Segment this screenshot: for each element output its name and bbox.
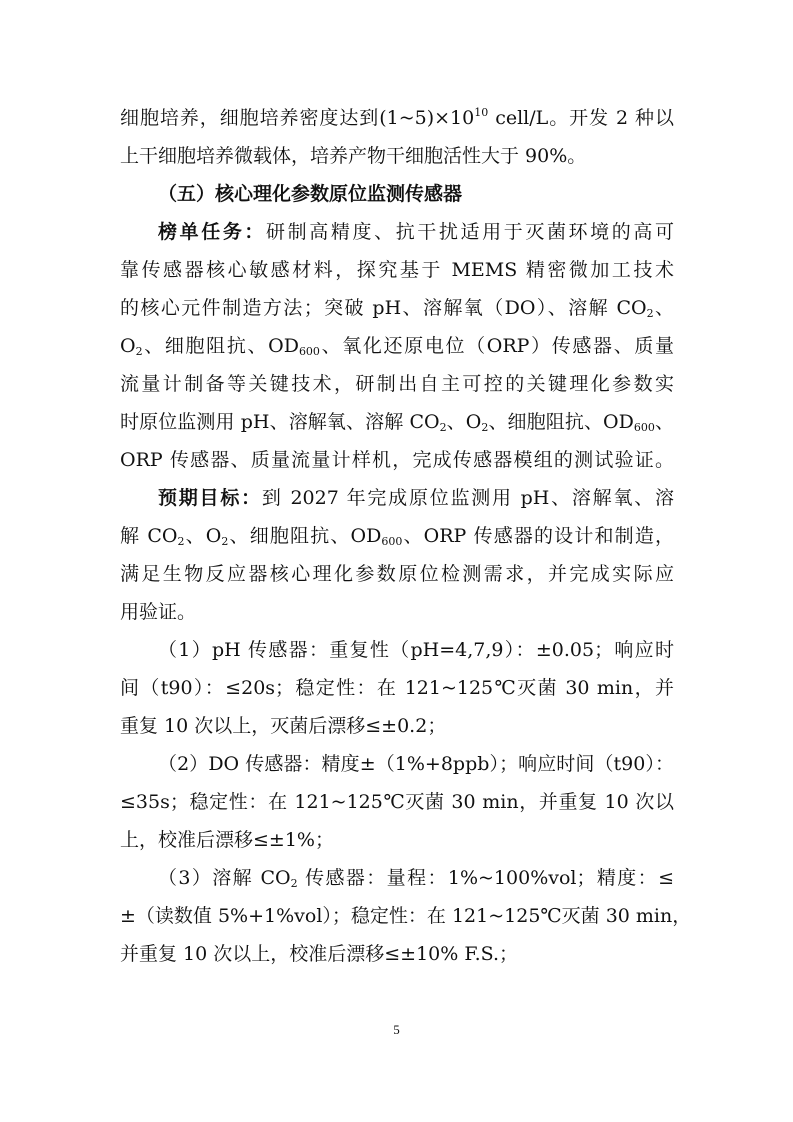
- list-item-1: （1）pH 传感器：重复性（pH=4,7,9）：±0.05；响应时: [158, 639, 674, 661]
- text-line: 用验证。: [120, 601, 197, 623]
- text-line: ±（读数值 5%+1%vol）；稳定性：在 121~125℃灭菌 30 min，: [120, 905, 692, 927]
- text-line: 并重复 10 次以上，校准后漂移≤±10% F.S.；: [120, 943, 519, 965]
- text-line: 靠传感器核心敏感材料，探究基于 MEMS 精密微加工技术: [120, 259, 674, 281]
- text-line: 解 $CO_2$、$O_2$、细胞阻抗、$OD_{600}$、ORP 传感器的设计和制造，: [120, 525, 674, 548]
- text-line: 时原位监测用 pH、溶解氧、溶解 $CO_2$、$O_2$、细胞阻抗、$OD_{600}$、: [120, 411, 674, 434]
- list-item-3: （3）溶解 $CO_2$ 传感器：量程：1%~100%vol；精度：≤: [158, 867, 675, 890]
- text-line: 间（t90）：≤20s；稳定性：在 121~125℃灭菌 30 min，并: [120, 677, 674, 699]
- text-line: 细胞培养，细胞培养密度达到$(1\sim 5)\times 10^{10}$ cell/L。开发 2 种以: [120, 106, 674, 129]
- text-line: 流量计制备等关键技术，研制出自主可控的关键理化参数实: [120, 373, 674, 395]
- task-label: 榜单任务：: [158, 221, 267, 243]
- text-line: 满足生物反应器核心理化参数原位检测需求，并完成实际应: [120, 563, 674, 585]
- text-line: 重复 10 次以上，灭菌后漂移≤±0.2；: [120, 715, 447, 737]
- text-line: 预期目标：到 2027 年完成原位监测用 pH、溶解氧、溶: [158, 487, 674, 509]
- page-number: 5: [393, 1022, 400, 1037]
- text-line: $O_2$、细胞阻抗、$OD_{600}$、氧化还原电位（ORP）传感器、质量: [120, 335, 674, 358]
- text-line: 上，校准后漂移≤±1%；: [120, 829, 334, 851]
- text-line: 上干细胞培养微载体，培养产物干细胞活性大于 90%。: [120, 145, 587, 167]
- text-line: ≤35s；稳定性：在 121~125℃灭菌 30 min，并重复 10 次以: [120, 791, 674, 813]
- goal-label: 预期目标：: [158, 487, 262, 509]
- text-line: ORP 传感器、质量流量计样机，完成传感器模组的测试验证。: [120, 449, 674, 471]
- text-line: 榜单任务：研制高精度、抗干扰适用于灭菌环境的高可: [158, 221, 674, 243]
- text-line: 的核心元件制造方法；突破 pH、溶解氧（DO）、溶解 $CO_2$、: [120, 297, 674, 320]
- list-item-2: （2）DO 传感器：精度±（1%+8ppb）；响应时间（t90）：: [158, 753, 674, 775]
- section-heading: （五）核心理化参数原位监测传感器: [158, 183, 463, 205]
